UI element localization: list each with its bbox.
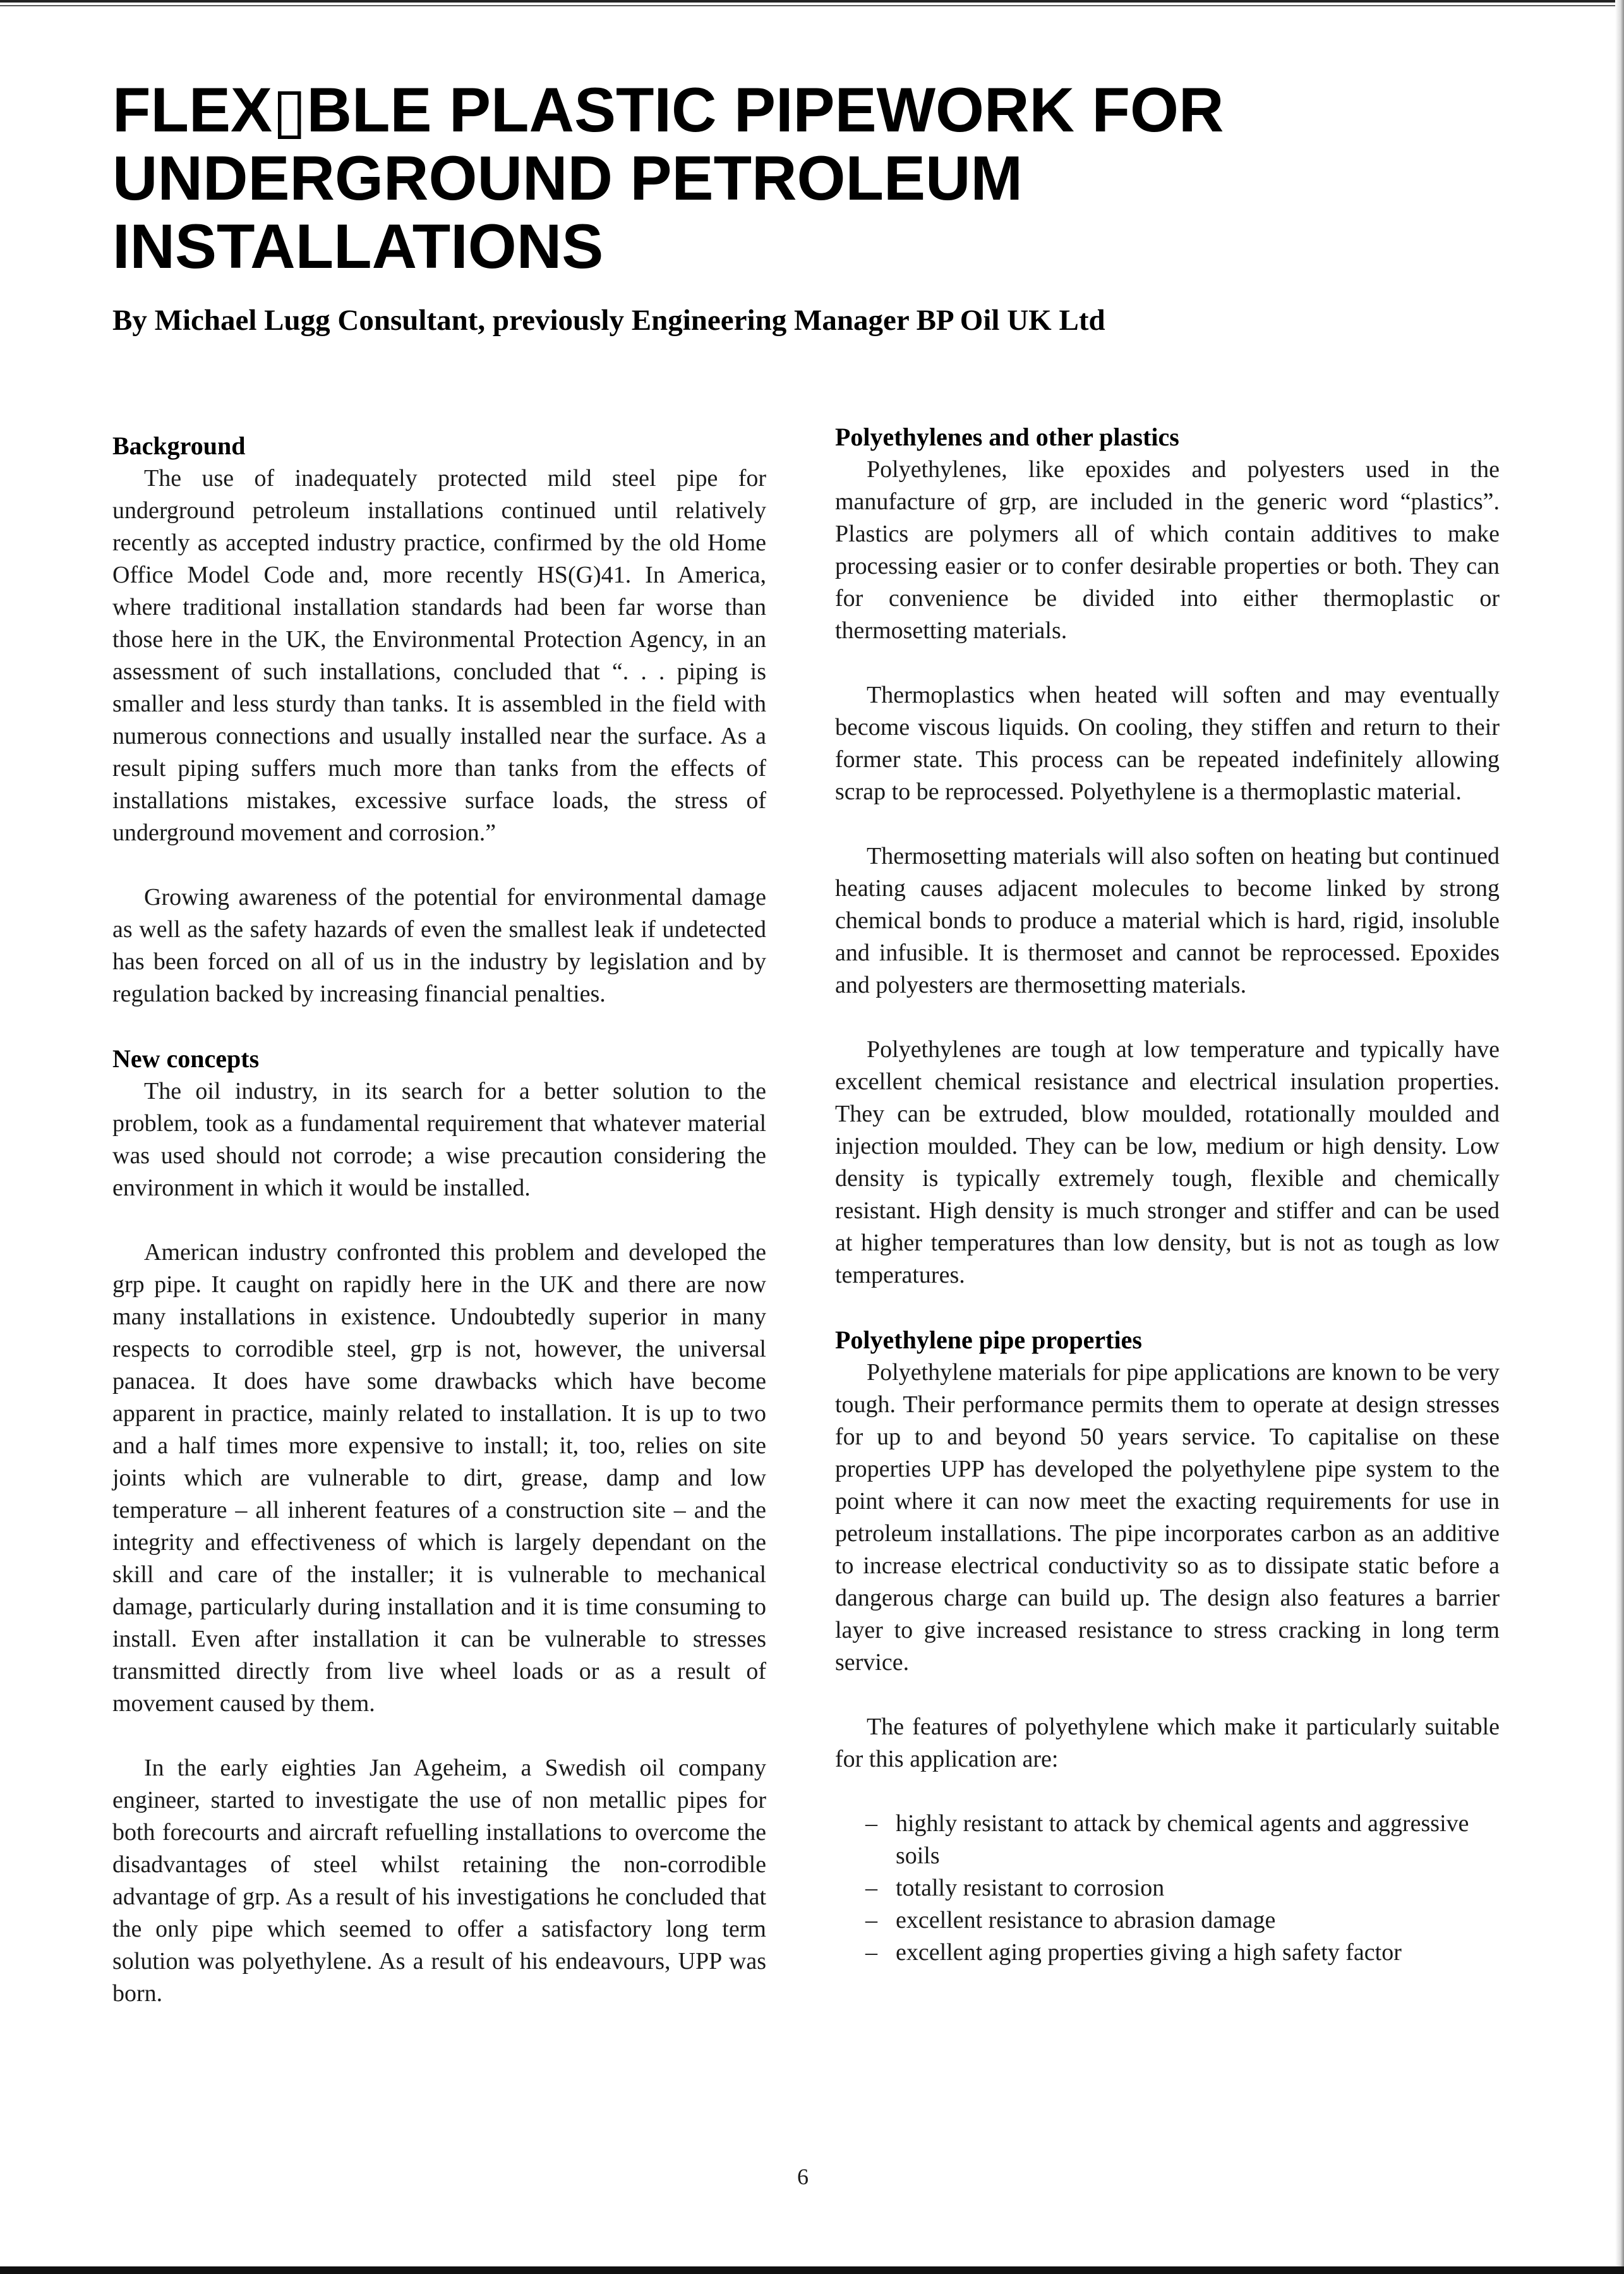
paragraph: Thermoplastics when heated will soften and may eventually become viscous liquids. On cooling, they stiffen and return to their former state. This process can be repeated indefinitely allowing scrap to be reprocessed. Polyethylene is a thermoplastic material. [835, 682, 1500, 805]
section-heading-new-concepts: New concepts [112, 1044, 260, 1073]
paragraph: The oil industry, in its search for a better solution to the problem, took as a fundamental requirement that whatever material was used should not corrode; a wise precaution considering the environment in which it would be installed. [112, 1078, 766, 1201]
list-item: – excellent aging properties giving a high safety factor [865, 1937, 1500, 1969]
paragraph: Growing awareness of the potential for environmental damage as well as the safety hazards of even the smallest leak if undetected has been forced on all of us in the industry by legislation and by regulation backed by increasing financial penalties. [112, 884, 766, 1007]
scan-edge-bottom [0, 2266, 1624, 2274]
article-byline: By Michael Lugg Consultant, previously Engineering Manager BP Oil UK Ltd [112, 304, 1105, 337]
paragraph: Polyethylenes are tough at low temperature and typically have excellent chemical resistance and electrical insulation properties. They can be extruded, blow moulded, rotationally moulded and injection moulded. They can be low, medium or high density. Low density is typically extremely tough, flexible and chemically resistant. High density is much stronger and stiffer and can be used at higher temperatures than low density, but is not as tough as low temperatures. [835, 1036, 1500, 1288]
scan-edge-right [1615, 0, 1624, 2274]
right-column [835, 421, 1500, 1969]
section-heading-pipe-properties: Polyethylene pipe properties [835, 1326, 1142, 1354]
paragraph: American industry confronted this problem and developed the grp pipe. It caught on rapidly here in the UK and there are now many installations in existence. Undoubtedly superior in many respects to corrodible steel, grp is not, however, the universal panacea. It does have some drawbacks which have become apparent in practice, mainly related to installation. It is up to two and a half times more expensive to install; it, too, relies on site joints which are vulnerable to dirt, grease, damp and low temperature – all inherent features of a construction site – and the integrity and effectiveness of which is largely dependant on the skill and care of the installer; it is vulnerable to mechanical damage, particularly during installation and it is time consuming to install. Even after installation it can be vulnerable to stresses transmitted directly from live wheel loads or as a result of movement caused by them. [112, 1239, 766, 1717]
paragraph: The features of polyethylene which make it particularly suitable for this application are: [835, 1714, 1500, 1772]
paragraph: Polyethylenes, like epoxides and polyesters used in the manufacture of grp, are included in the generic word “plastics”. Plastics are polymers all of which contain additives to make processing easier or to confer desirable properties or both. They can for convenience be divided into either thermoplastic or thermosetting materials. [835, 456, 1500, 644]
paragraph: Polyethylene materials for pipe applications are known to be very tough. Their performance permits them to operate at design stresses for up to and beyond 50 years service. To capitalise on these properties UPP has developed the polyethylene pipe system to the point where it can now meet the exacting requirements for use in petroleum installations. The pipe incorporates carbon as an additive to increase electrical conductivity so as to dissipate static before a dangerous charge can build up. The design also features a barrier layer to give increased resistance to stress cracking in long term service. [835, 1359, 1500, 1676]
page-number: 6 [797, 2164, 809, 2189]
list-item: – totally resistant to corrosion [865, 1872, 1500, 1904]
article-title: FLEX▯BLE PLASTIC PIPEWORK FOR UNDERGROUND PETROLEUM INSTALLATIONS [112, 75, 1224, 281]
left-column [112, 430, 766, 2010]
paragraph: Thermosetting materials will also soften on heating but continued heating causes adjacent molecules to become linked by strong chemical bonds to produce a material which is hard, rigid, insoluble and infusible. It is thermoset and cannot be reprocessed. Epoxides and polyesters are thermosetting materials. [835, 843, 1500, 998]
list-item: – highly resistant to attack by chemical agents and aggressive soils [865, 1808, 1500, 1872]
section-heading-background: Background [112, 432, 246, 460]
paragraph: In the early eighties Jan Ageheim, a Swedish oil company engineer, started to investigate the use of non metallic pipes for both forecourts and aircraft refuelling installations to overcome the disadvantages of steel whilst retaining the non-corrodible advantage of grp. As a result of his investigations he concluded that the only pipe which seemed to offer a satisfactory long term solution was polyethylene. As a result of his endeavours, UPP was born. [112, 1755, 766, 2007]
features-list [835, 1808, 1500, 1969]
paragraph: The use of inadequately protected mild steel pipe for underground petroleum installations continued until relatively recently as accepted industry practice, confirmed by the old Home Office Model Code and, more recently HS(G)41. In America, where traditional installation standards had been far worse than those here in the UK, the Environmental Protection Agency, in an assessment of such installations, concluded that “. . . piping is smaller and less sturdy than tanks. It is assembled in the field with numerous connections and usually installed near the surface. As a result piping suffers much more than tanks from the effects of installations mistakes, excessive surface loads, the stress of underground movement and corrosion.” [112, 465, 766, 846]
list-item: – excellent resistance to abrasion damage [865, 1904, 1500, 1937]
section-heading-plastics: Polyethylenes and other plastics [835, 423, 1179, 451]
scan-edge-top [0, 0, 1624, 9]
